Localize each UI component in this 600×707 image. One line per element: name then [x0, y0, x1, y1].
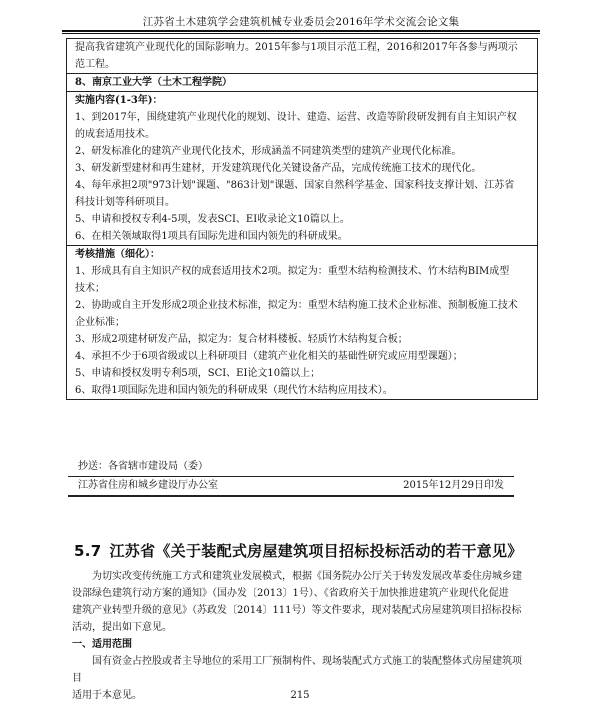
content-item: 1、到2017年，围绕建筑产业现代化的规划、设计、建造、运营、改造等阶段研发拥有自主知识产权 [75, 112, 517, 123]
section-body [72, 568, 524, 704]
org-heading: 8、南京工业大学（土木工程学院） [75, 77, 232, 88]
content-item: 6、在相关领域取得1项具有国际先进和国内领先的科研成果。 [75, 231, 348, 242]
measures-item: 企业标准； [75, 317, 125, 328]
header-rule [62, 30, 540, 34]
table-row-content [67, 92, 537, 246]
page-number: 215 [290, 690, 310, 701]
running-header: 江苏省土木建筑学会建筑机械专业委员会2016年学术交流会论文集 [142, 16, 460, 28]
body-line: 为切实改变传统施工方式和建筑业发展模式，根据《国务院办公厅关于转发发展改革委住房城乡建 [92, 571, 522, 582]
measures-item: 6、取得1项国际先进和国内领先的科研成果（现代竹木结构应用技术）。 [75, 385, 393, 396]
measures-item: 1、形成具有自主知识产权的成套适用技术2项。拟定为：重型木结构检测技术、竹木结构BIM成型 [75, 266, 510, 277]
content-item: 的成套适用技术。 [75, 129, 155, 140]
subheading: 一、适用范围 [72, 639, 132, 650]
table-row-org [67, 74, 537, 92]
content-item: 3、研发新型建材和再生建材，开发建筑现代化关键设备产品，完成传统施工技术的现代化。 [75, 163, 482, 174]
table-row-intro [67, 39, 537, 74]
issuer-line [68, 477, 514, 497]
body-line: 建筑产业转型升级的意见》（苏政发〔2014〕111号）等文件要求，现对装配式房屋建筑项目招标投标 [72, 605, 522, 616]
intro-line: 提高我省建筑产业现代化的国际影响力。2015年参与1项目示范工程，2016和2017年各参与两项示 [75, 42, 518, 53]
table-row-measures [67, 246, 537, 399]
measures-item: 4、承担不少于6项省级或以上科研项目（建筑产业化相关的基础性研究或应用型课题）； [75, 351, 463, 362]
intro-line: 范工程。 [75, 59, 115, 70]
body-line: 适用于本意见。 [72, 690, 142, 701]
content-item: 4、每年承担2项"973计划"课题、"863计划"课题、国家自然科学基金、国家科技支撑计划、江苏省 [75, 180, 515, 191]
body-line: 活动，提出如下意见。 [72, 622, 172, 633]
requirements-table [66, 38, 538, 400]
body-line: 国有资金占控股或者主导地位的采用工厂预制构件、现场装配式方式施工的装配整体式房屋建筑项目 [72, 656, 522, 684]
content-heading: 实施内容(1-3年)： [75, 95, 163, 106]
measures-item: 5、申请和授权发明专利5项，SCI、EI论文10篇以上； [75, 368, 321, 379]
section-title [74, 540, 544, 561]
issue-date: 2015年12月29日印发 [403, 480, 504, 491]
measures-item: 3、形成2项建材研发产品，拟定为：复合材料楼板、轻质竹木结构复合板； [75, 334, 408, 345]
content-item: 科技计划等科研项目。 [75, 197, 175, 208]
cc-line: 抄送：各省辖市建设局（委） [68, 458, 514, 477]
body-line: 设部绿色建筑行动方案的通知》（国办发〔2013〕1号）、《省政府关于加快推进建筑产业现代化促进 [72, 588, 509, 599]
section-title-text: 江苏省《关于装配式房屋建筑项目招标投标活动的若干意见》 [109, 542, 523, 560]
section-number: 5.7 [74, 542, 102, 560]
content-item: 2、研发标准化的建筑产业现代化技术，形成涵盖不同建筑类型的建筑产业现代化标准。 [75, 146, 462, 157]
measures-item: 2、协助或自主开发形成2项企业技术标准，拟定为：重型木结构施工技术企业标准、预制板施工技术 [75, 300, 518, 311]
measures-heading: 考核措施（细化）： [75, 249, 160, 260]
content-item: 5、申请和授权专利4-5项，发表SCI、EI收录论文10篇以上。 [75, 214, 350, 225]
issuer: 江苏省住房和城乡建设厅办公室 [78, 480, 218, 491]
measures-item: 技术； [75, 283, 105, 294]
distribution-block [68, 458, 514, 497]
